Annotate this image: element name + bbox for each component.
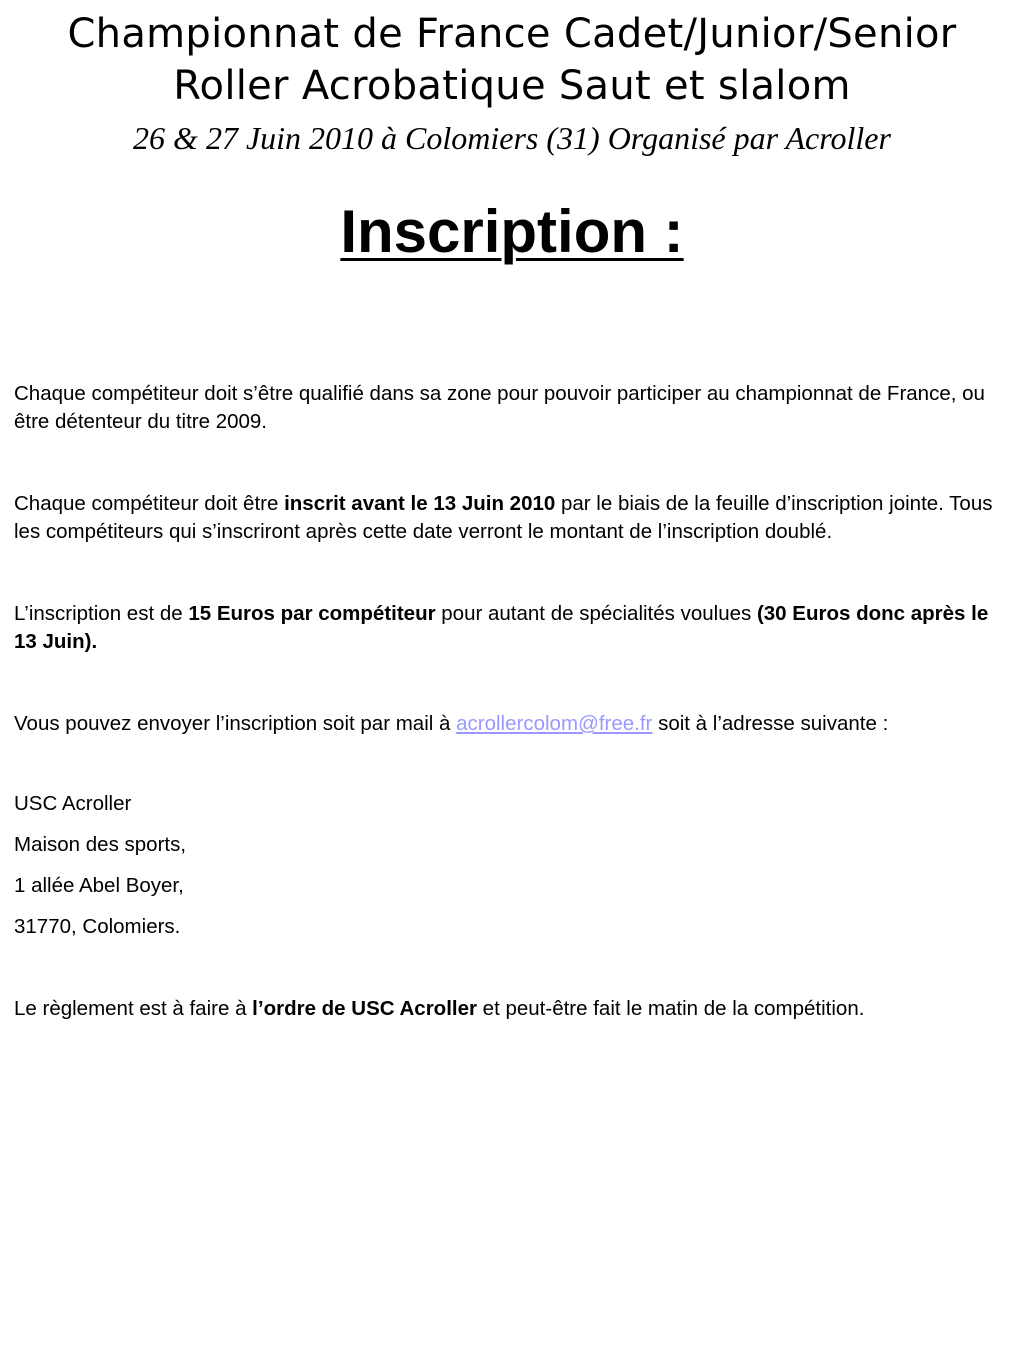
payment-bold: l’ordre de USC Acroller [252,997,477,1020]
spacer [14,738,1010,790]
deadline-text-after: par le biais de la feuille d’inscription jointe. Tous les compétiteurs qui s’inscriront après cette date verront le montant de l’inscription doublé. [14,492,993,543]
payment-text-after: et peut-être fait le matin de la compétition. [476,997,865,1020]
send-text-before: Vous pouvez envoyer l’inscription soit par mail à [14,712,457,735]
spacer [14,656,1010,710]
spacer [14,954,1010,995]
address-line-3: 1 allée Abel Boyer, [14,874,184,897]
paragraph-qualification [14,380,1010,436]
address-line-1: USC Acroller [14,792,132,815]
fee-text-before: L’inscription est de [14,602,189,625]
send-text-after: soit à l’adresse suivante : [652,712,889,735]
qualification-text: Chaque compétiteur doit s’être qualifié dans sa zone pour pouvoir participer au championnat de France, ou être détenteur du titre 2009. [14,382,985,433]
payment-text-before: Le règlement est à faire à [14,997,253,1020]
fee-bold-late: (30 Euros donc après le 13 Juin). [14,602,989,653]
event-subtitle: 26 & 27 Juin 2010 à Colomiers (31) Organisé par Acroller [133,120,891,156]
document-header [0,0,1024,266]
paragraph-payment [14,995,1010,1023]
postal-address [14,790,1010,941]
title-line-1: Championnat de France Cadet/Junior/Senior [67,11,957,57]
fee-bold-amount: 15 Euros par compétiteur [188,602,436,625]
title-line-2: Roller Acrobatique Saut et slalom [173,63,851,109]
paragraph-send [14,710,1010,738]
address-line-2: Maison des sports, [14,833,187,856]
email-link[interactable]: acrollercolom@free.fr [456,712,653,735]
paragraph-fee [14,600,1010,656]
address-line-4: 31770, Colomiers. [14,915,181,938]
document-body [14,380,1010,1023]
section-heading-inscription: Inscription : [340,198,684,265]
fee-text-middle: pour autant de spécialités voulues [435,602,757,625]
spacer [14,546,1010,600]
deadline-text-before: Chaque compétiteur doit être [14,492,285,515]
paragraph-deadline [14,490,1010,546]
deadline-bold: inscrit avant le 13 Juin 2010 [284,492,556,515]
spacer [14,436,1010,490]
